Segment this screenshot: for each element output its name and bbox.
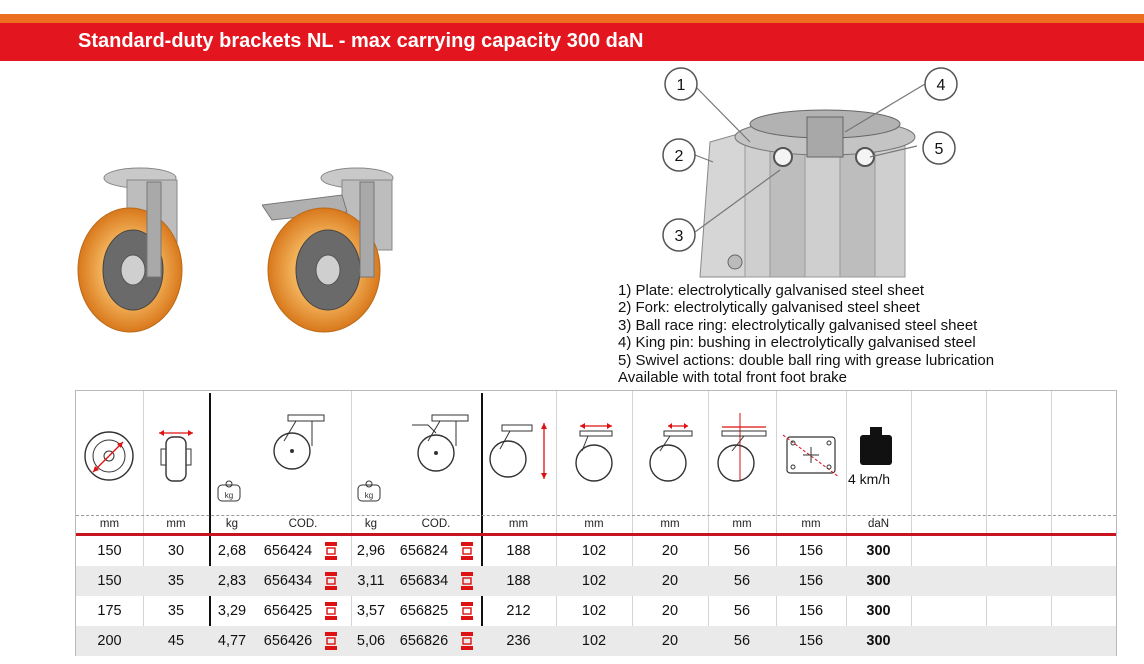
table-cell-kg2: 3,57: [356, 603, 386, 619]
speed-label: 4 km/h: [848, 471, 891, 487]
unit-label: kg: [225, 518, 239, 530]
table-cell-w: 35: [167, 573, 185, 589]
weight-kg-icon: [356, 479, 382, 503]
packaging-icon: [324, 631, 338, 651]
table-cell-kg2: 3,11: [357, 573, 385, 589]
unit-label: mm: [660, 518, 680, 530]
product-table: [75, 390, 1117, 656]
top-orange-strip: [0, 14, 1144, 23]
table-cell-kg2: 5,06: [356, 633, 386, 649]
unit-label: daN: [867, 518, 890, 530]
table-cell-cap: 300: [866, 573, 891, 589]
table-cell-kg1: 2,83: [217, 573, 247, 589]
brake-caster-icon: [406, 411, 476, 476]
unit-label: mm: [166, 518, 186, 530]
table-row: [76, 596, 1116, 626]
svg-text:1: 1: [676, 77, 686, 94]
unit-label: COD.: [288, 518, 318, 530]
feature-item: 5) Swivel actions: double ball ring with grease lubrication: [618, 351, 995, 369]
overall-height-icon: [488, 421, 552, 481]
table-cell-d: 150: [97, 573, 122, 589]
wheel-diameter-icon: [81, 426, 137, 486]
table-cell-b: 20: [661, 633, 679, 649]
table-cell-kg1: 4,77: [217, 633, 247, 649]
feature-item: 1) Plate: electrolytically galvanised steel sheet: [618, 282, 924, 299]
unit-label: mm: [99, 518, 120, 530]
table-cell-b: 20: [661, 603, 679, 619]
table-cell-cap: 300: [866, 603, 891, 619]
table-cell-d: 200: [97, 633, 122, 649]
unit-label: mm: [732, 518, 752, 530]
table-cell-c: 56: [733, 573, 751, 589]
callout-3: [663, 219, 695, 251]
feature-item: 2) Fork: electrolytically galvanised steel sheet: [618, 299, 920, 317]
unit-label: COD.: [421, 518, 451, 530]
table-cell-w: 30: [167, 543, 185, 559]
packaging-icon: [324, 601, 338, 621]
callout-5: [923, 132, 955, 164]
wheel-width-icon: [156, 429, 196, 484]
callout-1: [665, 68, 697, 100]
table-cell-c: 56: [733, 543, 751, 559]
table-cell-b: 20: [661, 543, 679, 559]
table-cell-w: 35: [167, 603, 185, 619]
table-cell-a: 102: [581, 543, 607, 559]
unit-label: kg: [364, 518, 378, 530]
unit-label: mm: [508, 518, 529, 530]
hole-spacing-icon: [642, 421, 702, 483]
table-cell-e: 156: [798, 603, 824, 619]
weight-kg-icon: [216, 479, 242, 503]
callout-2: [663, 139, 695, 171]
table-cell-c: 56: [733, 603, 751, 619]
svg-text:4: 4: [936, 77, 946, 94]
swivel-caster-icon: [266, 411, 336, 476]
svg-text:5: 5: [934, 141, 944, 158]
packaging-icon: [324, 541, 338, 561]
table-cell-kg1: 2,68: [217, 543, 247, 559]
svg-text:kg: kg: [364, 491, 374, 500]
table-cell-cod2: 656824: [399, 543, 449, 559]
svg-text:2: 2: [674, 148, 684, 165]
table-cell-a: 102: [581, 603, 607, 619]
plate-width-icon: [566, 421, 626, 483]
table-cell-a: 102: [581, 573, 607, 589]
svg-text:kg: kg: [224, 491, 234, 500]
table-cell-h: 188: [506, 573, 531, 589]
table-cell-cod2: 656825: [399, 603, 449, 619]
table-cell-cap: 300: [866, 633, 891, 649]
table-cell-e: 156: [798, 543, 824, 559]
table-cell-w: 45: [167, 633, 185, 649]
table-cell-kg1: 3,29: [217, 603, 247, 619]
feature-item: Available with total front foot brake: [618, 369, 848, 387]
packaging-icon: [460, 571, 474, 591]
bracket-cutaway-diagram: [655, 62, 975, 280]
table-cell-cod1: 656434: [263, 573, 313, 589]
callout-4: [925, 68, 957, 100]
brake-caster-image: [262, 160, 412, 335]
title-banner: [0, 23, 1144, 61]
plate-size-icon: [781, 431, 841, 479]
feature-item: 3) Ball race ring: electrolytically galvanised steel sheet: [618, 316, 978, 334]
table-cell-e: 156: [798, 573, 824, 589]
table-row: [76, 566, 1116, 596]
table-cell-cap: 300: [866, 543, 891, 559]
table-cell-d: 150: [97, 543, 122, 559]
table-row: [76, 536, 1116, 566]
feature-list: [618, 282, 994, 386]
table-cell-a: 102: [581, 633, 607, 649]
packaging-icon: [460, 631, 474, 651]
table-cell-cod2: 656826: [399, 633, 449, 649]
table-cell-d: 175: [97, 603, 122, 619]
table-cell-e: 156: [798, 633, 824, 649]
packaging-icon: [324, 571, 338, 591]
table-cell-h: 212: [506, 603, 531, 619]
unit-label: mm: [584, 518, 604, 530]
table-cell-h: 236: [506, 633, 531, 649]
table-cell-c: 56: [733, 633, 751, 649]
page-title: Standard-duty brackets NL - max carrying capacity 300 daN: [78, 30, 644, 52]
table-cell-cod1: 656425: [263, 603, 313, 619]
packaging-icon: [460, 541, 474, 561]
svg-text:3: 3: [674, 228, 684, 245]
table-cell-cod2: 656834: [399, 573, 449, 589]
packaging-icon: [460, 601, 474, 621]
table-row: [76, 626, 1116, 656]
load-weight-icon: [856, 425, 896, 467]
offset-icon: [714, 413, 774, 483]
feature-item: 4) King pin: bushing in electrolytically galvanised steel: [618, 334, 976, 352]
swivel-caster-image: [75, 160, 205, 335]
table-cell-cod1: 656426: [263, 633, 313, 649]
table-cell-h: 188: [506, 543, 531, 559]
table-cell-kg2: 2,96: [356, 543, 386, 559]
table-cell-b: 20: [661, 573, 679, 589]
unit-label: mm: [801, 518, 821, 530]
table-cell-cod1: 656424: [263, 543, 313, 559]
